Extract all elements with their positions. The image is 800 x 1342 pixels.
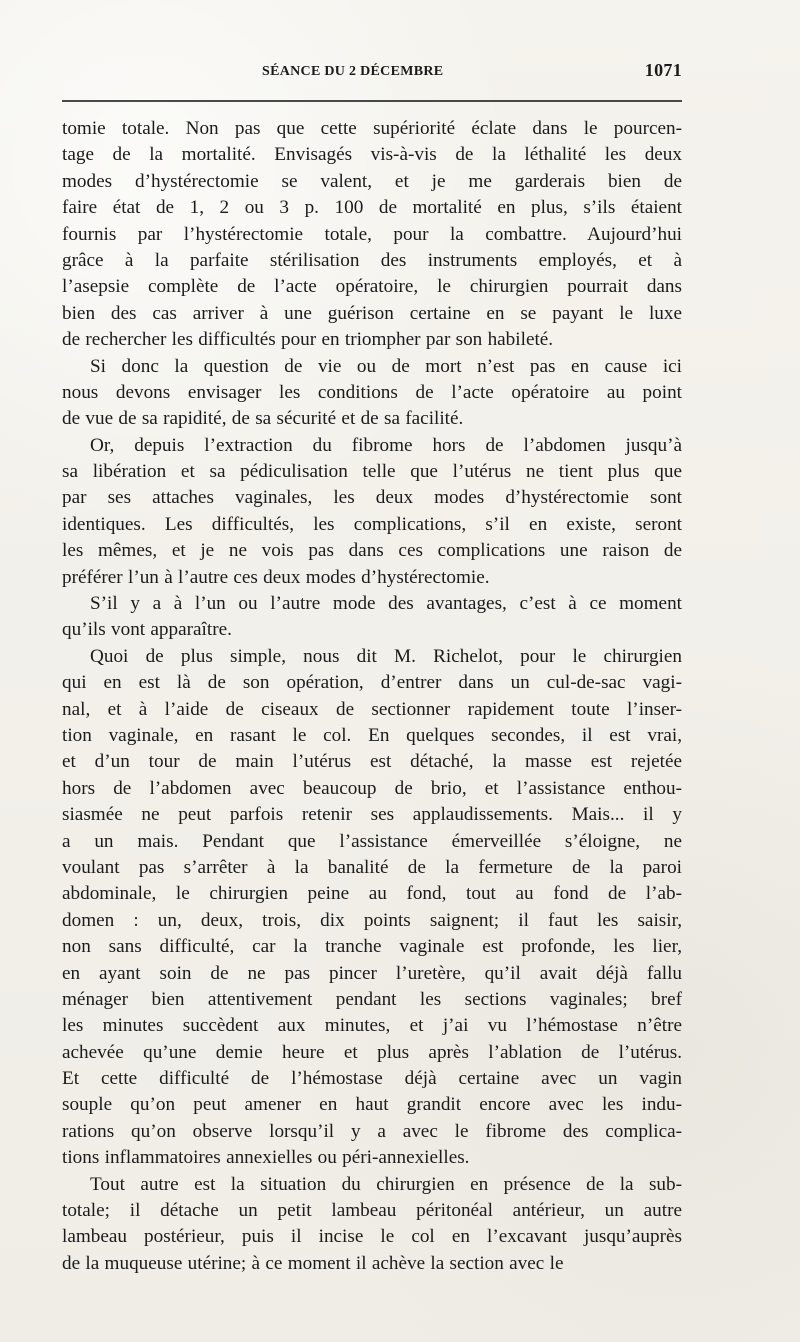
text-line: totale; il détache un petit lambeau péritonéal antérieur, un autre bbox=[62, 1200, 682, 1222]
text-line: sa libération et sa pédiculisation telle que l’utérus ne tient plus que bbox=[62, 461, 682, 483]
text-line: tions inflammatoires annexielles ou péri-annexielles. bbox=[62, 1147, 470, 1169]
text-line: de vue de sa rapidité, de sa sécurité et de sa facilité. bbox=[62, 408, 464, 430]
text-line: grâce à la parfaite stérilisation des instruments employés, et à bbox=[62, 249, 682, 271]
text-line: Si donc la question de vie ou de mort n’est pas en cause ici bbox=[90, 355, 682, 377]
text-line: Et cette difficulté de l’hémostase déjà certaine avec un vagin bbox=[62, 1068, 682, 1090]
text-line: les mêmes, et je ne vois pas dans ces complications une raison de bbox=[62, 540, 682, 562]
text-line: bien des cas arriver à une guérison certaine en se payant le luxe bbox=[62, 302, 682, 324]
text-line: les minutes succèdent aux minutes, et j’ai vu l’hémostase n’être bbox=[62, 1015, 682, 1037]
text-line: préférer l’un à l’autre ces deux modes d’hystérectomie. bbox=[62, 566, 490, 588]
running-head: SÉANCE DU 2 DÉCEMBRE bbox=[262, 64, 444, 79]
header-rule bbox=[62, 100, 682, 102]
page-header bbox=[62, 58, 682, 92]
text-line: abdominale, le chirurgien peine au fond, tout au fond de l’ab- bbox=[62, 883, 682, 905]
paragraph-2 bbox=[62, 354, 682, 433]
text-line: nous devons envisager les conditions de l’acte opératoire au point bbox=[62, 381, 682, 403]
text-line: hors de l’abdomen avec beaucoup de brio, et l’assistance enthou- bbox=[62, 777, 682, 799]
text-line: S’il y a à l’un ou l’autre mode des avantages, c’est à ce moment bbox=[90, 593, 682, 615]
text-line: par ses attaches vaginales, les deux modes d’hystérectomie sont bbox=[62, 487, 682, 509]
text-line: l’asepsie complète de l’acte opératoire, le chirurgien pourrait dans bbox=[62, 276, 682, 298]
text-line: non sans difficulté, car la tranche vaginale est profonde, les lier, bbox=[62, 936, 682, 958]
text-line: en ayant soin de ne pas pincer l’uretère, qu’il avait déjà fallu bbox=[62, 962, 682, 984]
text-line: qui en est là de son opération, d’entrer dans un cul-de-sac vagi- bbox=[62, 672, 682, 694]
text-line: domen : un, deux, trois, dix points saignent; il faut les saisir, bbox=[62, 909, 682, 931]
text-line: tomie totale. Non pas que cette supériorité éclate dans le pourcen- bbox=[62, 118, 682, 139]
text-line: identiques. Les difficultés, les complications, s’il en existe, seront bbox=[62, 513, 682, 535]
text-line: et d’un tour de main l’utérus est détaché, la masse est rejetée bbox=[62, 751, 682, 773]
text-line: de rechercher les difficultés pour en triompher par son habileté. bbox=[62, 329, 554, 351]
text-line: Quoi de plus simple, nous dit M. Richelot, pour le chirurgien bbox=[90, 645, 682, 667]
text-line: faire état de 1, 2 ou 3 p. 100 de mortalité en plus, s’ils étaient bbox=[62, 197, 682, 219]
text-line: lambeau postérieur, puis il incise le col en l’excavant jusqu’auprès bbox=[62, 1226, 682, 1248]
text-line: qu’ils vont apparaître. bbox=[62, 619, 232, 641]
text-line: modes d’hystérectomie se valent, et je me garderais bien de bbox=[62, 170, 682, 192]
text-line: achevée qu’une demie heure et plus après l’ablation de l’utérus. bbox=[62, 1041, 682, 1063]
paragraph-4 bbox=[62, 591, 682, 644]
body-text bbox=[62, 116, 682, 1277]
text-line: siasmée ne peut parfois retenir ses applaudissements. Mais... il y bbox=[62, 804, 682, 826]
page-number: 1071 bbox=[644, 60, 682, 80]
text-line: a un mais. Pendant que l’assistance émerveillée s’éloigne, ne bbox=[62, 830, 682, 852]
text-line: nal, et à l’aide de ciseaux de sectionner rapidement toute l’inser- bbox=[62, 698, 682, 720]
text-line: voulant pas s’arrêter à la banalité de la fermeture de la paroi bbox=[62, 856, 682, 878]
text-line: ménager bien attentivement pendant les sections vaginales; bref bbox=[62, 988, 682, 1010]
paragraph-1 bbox=[62, 116, 682, 354]
paragraph-3 bbox=[62, 433, 682, 591]
paragraph-5 bbox=[62, 644, 682, 1172]
text-line: souple qu’on peut amener en haut grandit encore avec les indu- bbox=[62, 1094, 682, 1116]
text-line: rations qu’on observe lorsqu’il y a avec le fibrome des complica- bbox=[62, 1120, 682, 1142]
text-line: Tout autre est la situation du chirurgien en présence de la sub- bbox=[90, 1173, 682, 1195]
text-line: de la muqueuse utérine; à ce moment il achève la section avec le bbox=[62, 1252, 564, 1274]
text-line: tage de la mortalité. Envisagés vis-à-vis de la léthalité les deux bbox=[62, 144, 682, 166]
paragraph-6 bbox=[62, 1172, 682, 1278]
text-line: Or, depuis l’extraction du fibrome hors de l’abdomen jusqu’à bbox=[90, 434, 682, 456]
text-line: fournis par l’hystérectomie totale, pour la combattre. Aujourd’hui bbox=[62, 223, 682, 245]
text-line: tion vaginale, en rasant le col. En quelques secondes, il est vrai, bbox=[62, 724, 682, 746]
